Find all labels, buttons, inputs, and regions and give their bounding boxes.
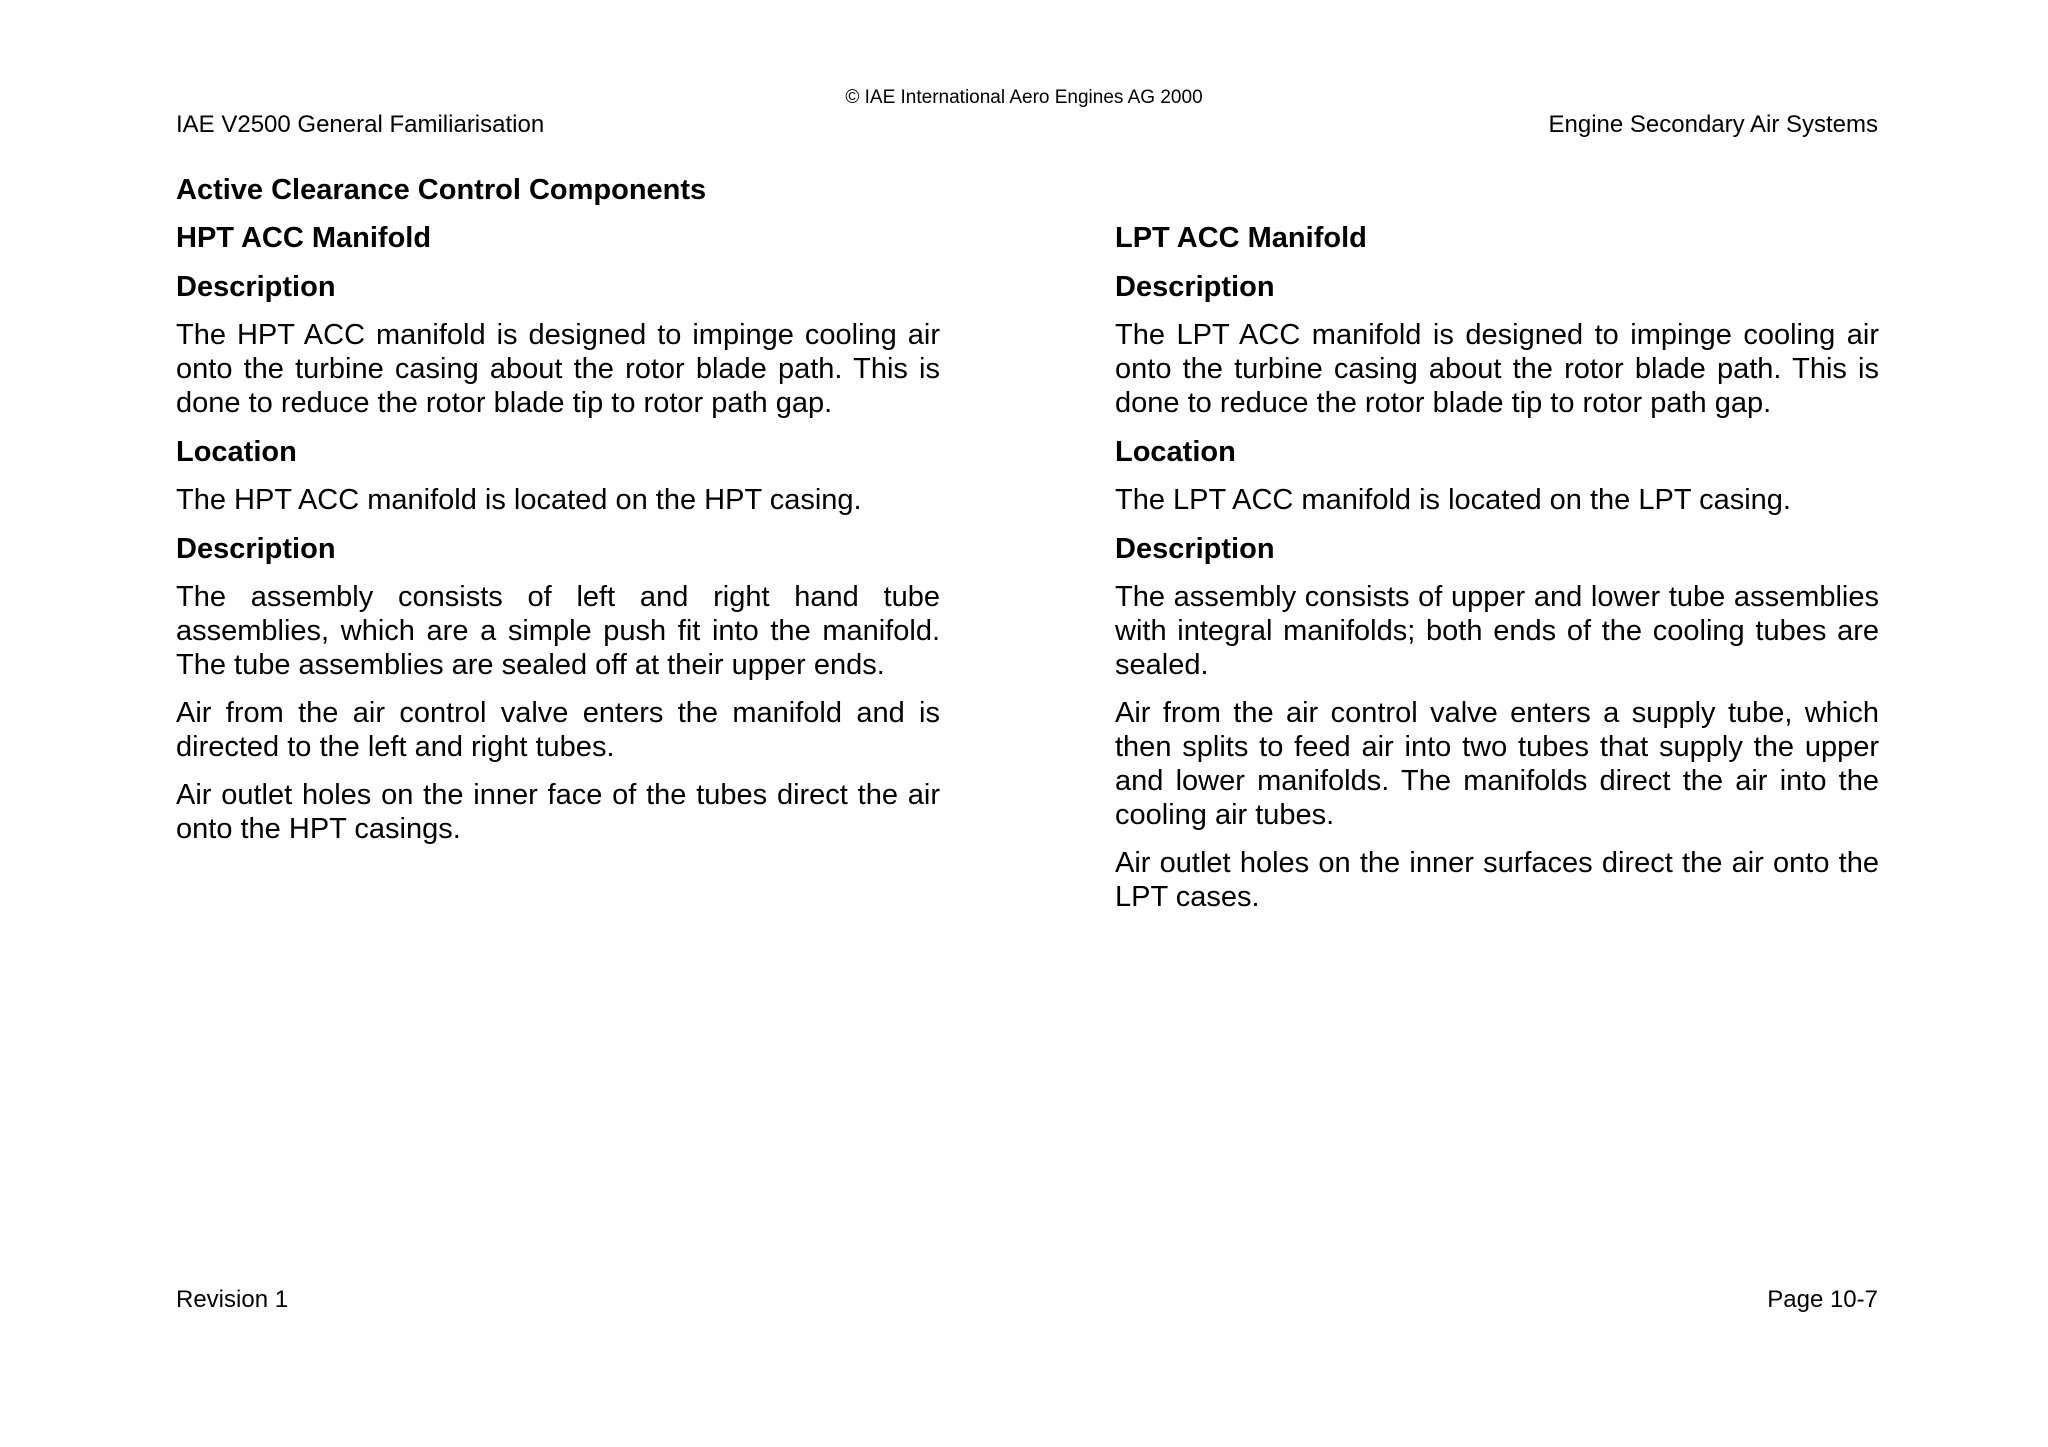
- body-paragraph: The assembly consists of upper and lower tube assemblies with integral manifolds; both ends of the cooling tubes are sealed.: [1115, 581, 1879, 681]
- footer-page-number: Page 10-7: [1767, 1286, 1878, 1313]
- page-title: Active Clearance Control Components: [176, 174, 707, 206]
- description-heading: Description: [1115, 271, 1275, 303]
- body-paragraph: Air from the air control valve enters the manifold and is directed to the left and right tubes.: [176, 697, 940, 763]
- body-paragraph: Air outlet holes on the inner surfaces direct the air onto the LPT cases.: [1115, 847, 1879, 913]
- body-paragraph: Air outlet holes on the inner face of the tubes direct the air onto the HPT casings.: [176, 779, 940, 845]
- header-chapter-title: Engine Secondary Air Systems: [1548, 111, 1878, 138]
- location-heading: Location: [1115, 436, 1236, 468]
- description-paragraph: The HPT ACC manifold is designed to impinge cooling air onto the turbine casing about the rotor blade path. This is done to reduce the rotor blade tip to rotor path gap.: [176, 319, 940, 419]
- section-heading: HPT ACC Manifold: [176, 222, 432, 254]
- description-heading: Description: [176, 533, 336, 565]
- body-paragraph: The assembly consists of left and right hand tube assemblies, which are a simple push fit into the manifold. The tube assemblies are sealed off at their upper ends.: [176, 581, 940, 681]
- body-paragraph: Air from the air control valve enters a supply tube, which then splits to feed air into two tubes that supply the upper and lower manifolds. The manifolds direct the air into the cooling air tubes.: [1115, 697, 1879, 831]
- section-heading: LPT ACC Manifold: [1115, 222, 1367, 254]
- location-paragraph: The LPT ACC manifold is located on the LPT casing.: [1115, 484, 1791, 516]
- header-document-title: IAE V2500 General Familiarisation: [176, 111, 545, 138]
- lpt-acc-manifold-section: [1115, 220, 1879, 928]
- location-heading: Location: [176, 436, 297, 468]
- copyright-notice: © IAE International Aero Engines AG 2000: [845, 87, 1203, 108]
- description-heading: Description: [176, 271, 336, 303]
- hpt-acc-manifold-section: [176, 220, 940, 860]
- description-paragraph: The LPT ACC manifold is designed to impinge cooling air onto the turbine casing about the rotor blade path. This is done to reduce the rotor blade tip to rotor path gap.: [1115, 319, 1879, 419]
- footer-revision: Revision 1: [176, 1286, 289, 1313]
- location-paragraph: The HPT ACC manifold is located on the HPT casing.: [176, 484, 862, 516]
- description-heading: Description: [1115, 533, 1275, 565]
